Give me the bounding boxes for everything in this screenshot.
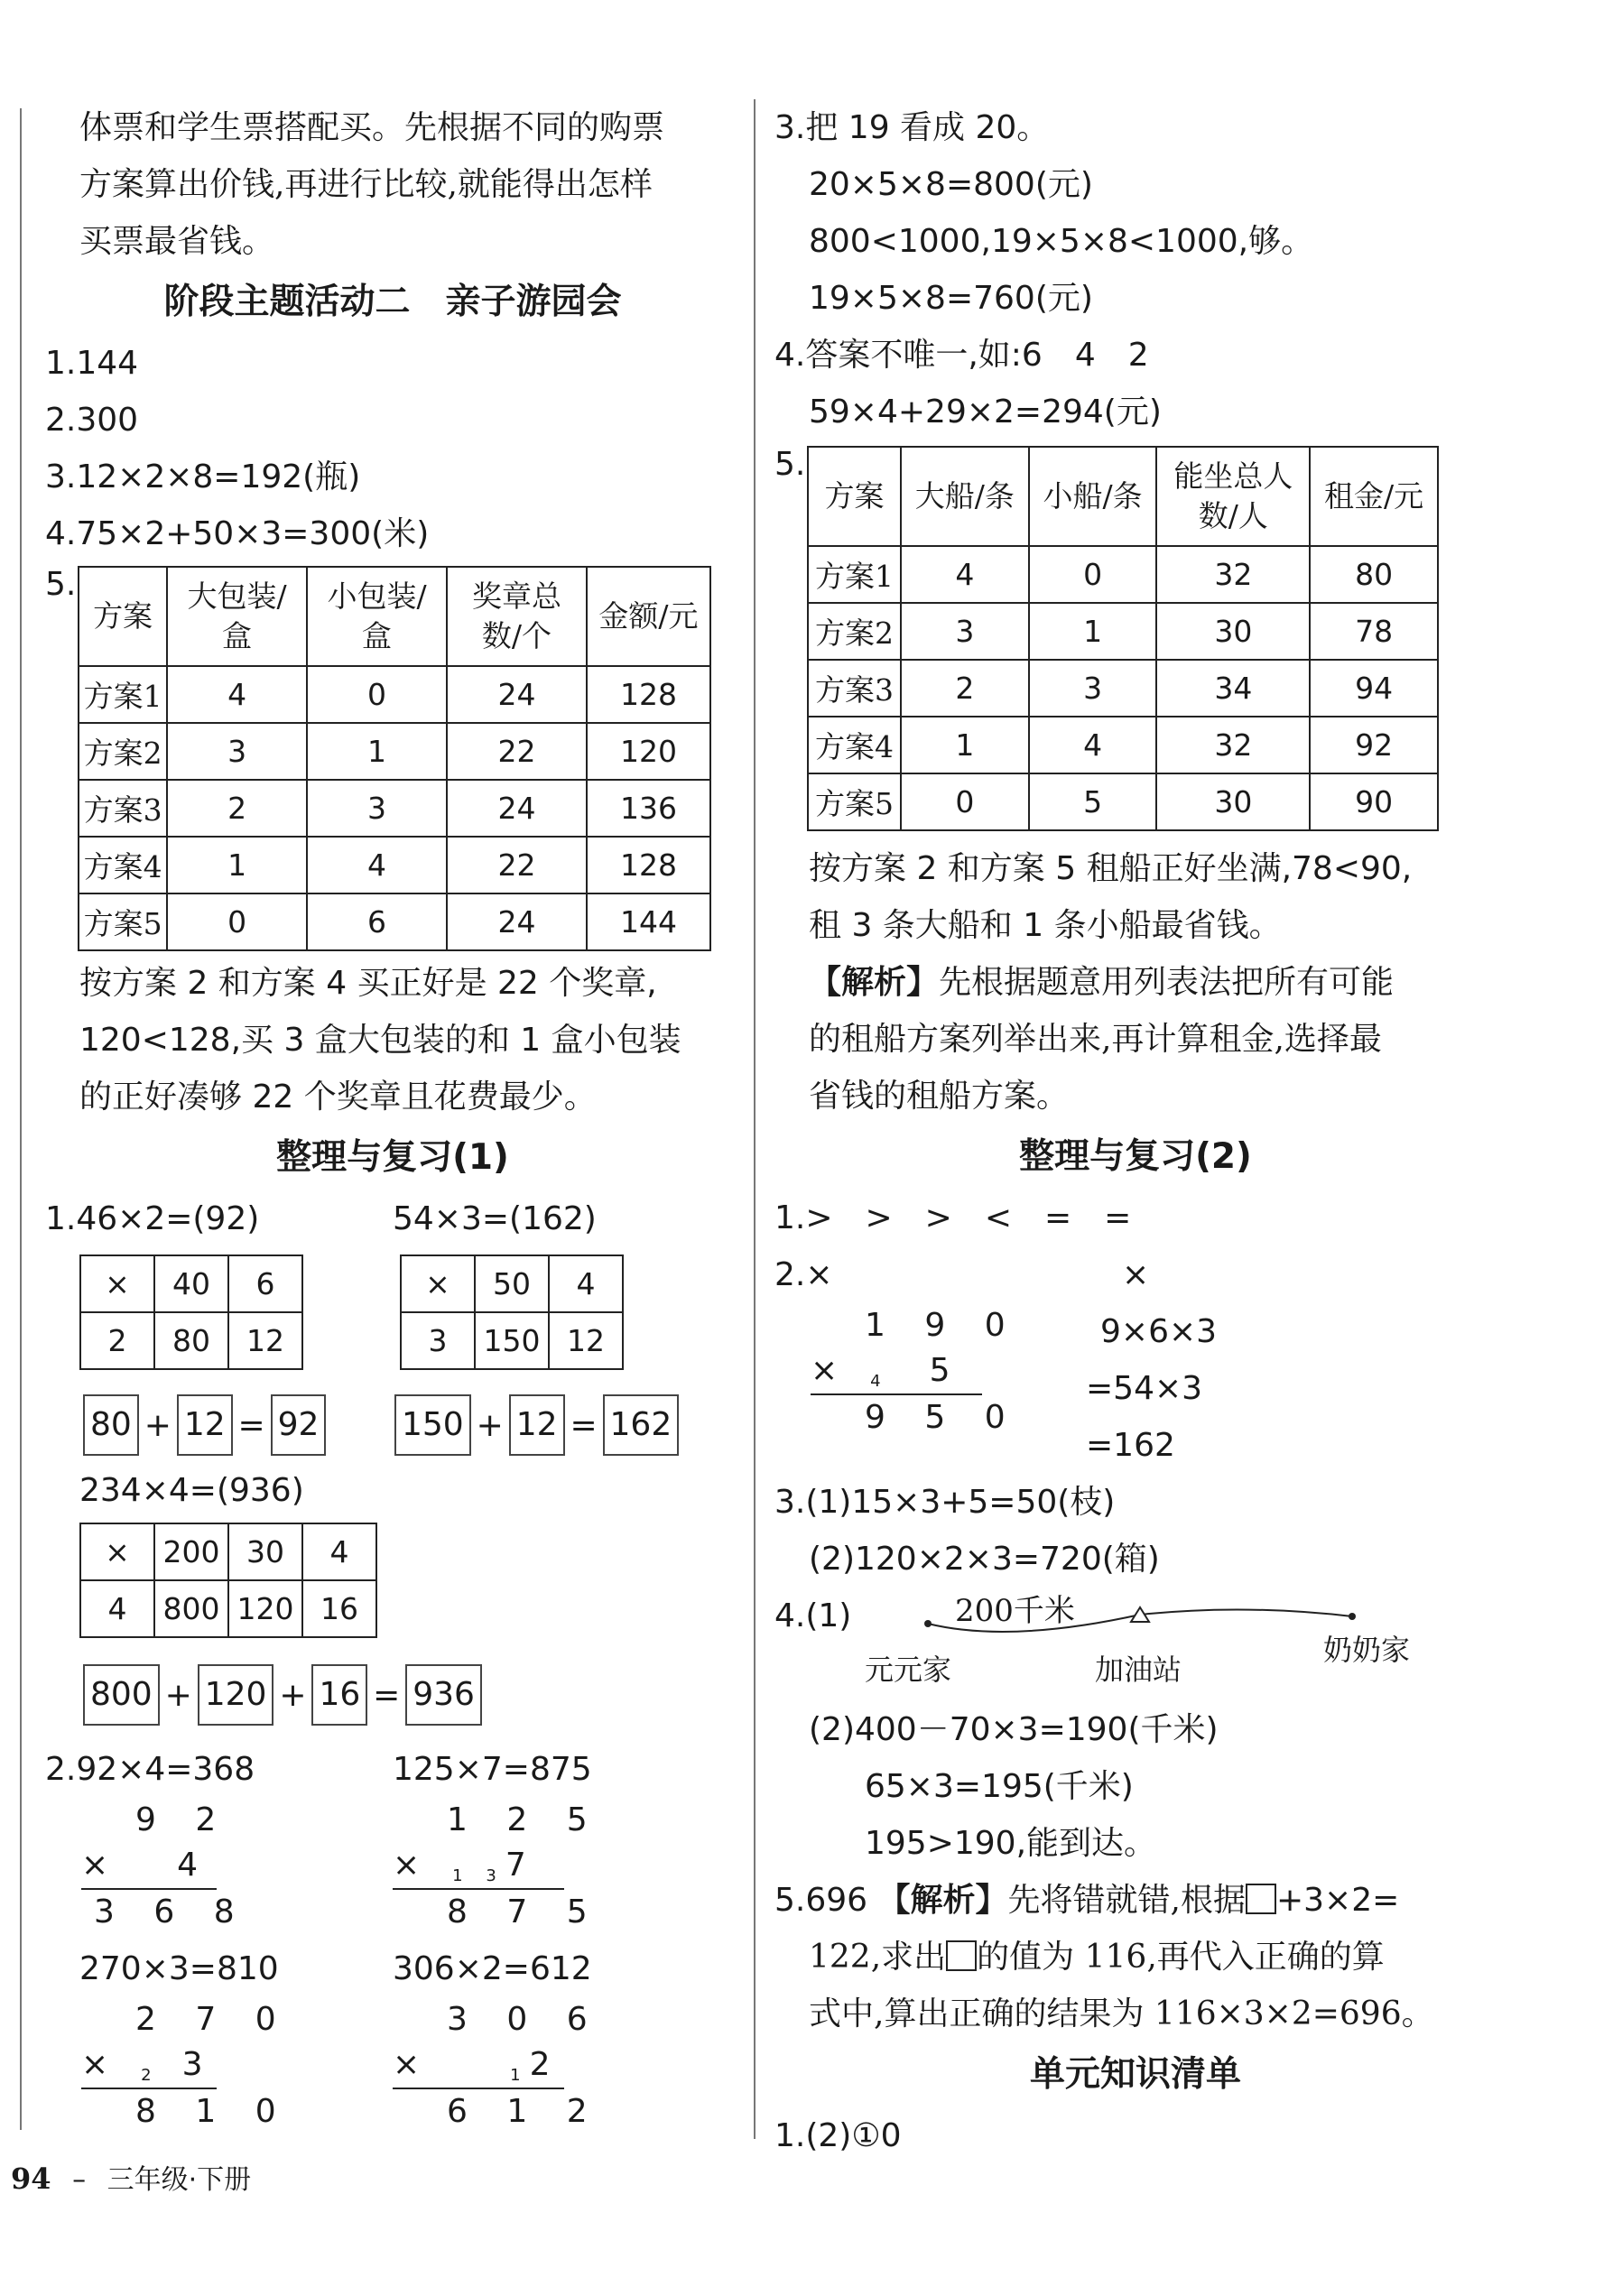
station-label: 加油站 [1095,1653,1182,1687]
grade-label: 三年级·下册 [107,2164,252,2196]
table-header: 大包装/盒 [167,567,307,666]
section-title-knowledge: 单元知识清单 [1029,2054,1241,2095]
table-row: 方案5 0 6 24 144 [79,893,710,950]
table-row: 方案1 4 0 32 80 [808,546,1438,603]
page-number: 94 [11,2162,51,2196]
step-calculation: 9×6×3 =54×3 =162 [1086,1313,1218,1464]
multiplication-grid: × 50 4 3 150 12 [400,1254,624,1370]
r5-line2: 122,求出 的值为 116,再代入正确的算 [809,1939,1385,1976]
answer-line: 19×5×8=760(元) [809,280,1093,317]
section-title-review-2: 整理与复习(2) [1019,1136,1252,1177]
q2-header: 2.92×4=368 125×7=875 [45,1751,592,1788]
table-header: 小包装/盒 [307,567,447,666]
answer-line: 800<1000,19×5×8<1000,够。 [809,223,1314,260]
table-row: 方案2 3 1 22 120 [79,723,710,780]
vertical-mults-row1 [45,1798,740,1935]
center-column-divider [754,99,756,2139]
answer-line: 20×5×8=800(元) [809,166,1093,203]
q5-conclusion: 按方案 2 和方案 4 买正好是 22 个奖章, 120<128,买 3 盒大包装的和 1 盒小包装 的正好凑够 22 个奖章且花费最少。 [79,965,681,1116]
table-row: 方案3 2 3 34 94 [808,660,1438,717]
answer-line: 4.75×2+50×3=300(米) [45,515,430,552]
left-column-divider [20,108,22,2130]
vertical-multiplication: 9 2 × 4 3 6 8 [81,1801,249,1930]
q5-block [45,566,740,951]
vertical-mults-row2 [45,1997,740,2134]
q2-header-2: 270×3=810 306×2=612 [79,1950,592,1987]
table-row: 方案1 4 0 24 128 [79,666,710,723]
answer-line: 3.(1)15×3+5=50(枝) [774,1484,1116,1521]
multiplication-grid: × 40 6 2 80 12 [79,1254,303,1370]
distance-label: 200千米 [955,1593,1075,1629]
question-number: 5. [45,566,77,603]
q1-header: 1.46×2=(92) 54×3=(162) [45,1200,597,1237]
vertical-multiplication: 1 9 0 × 4 5 9 5 0 [811,1307,1020,1436]
table-row: 方案5 0 5 30 90 [808,773,1438,830]
answer-line: 1.144 [45,345,139,382]
answer-line: 1.(2)①0 [774,2117,902,2154]
table-row: 方案4 1 4 22 128 [79,837,710,893]
right-column [774,99,1497,2164]
answer-line: (2)400－70×3=190(千米) [809,1711,1219,1748]
table-row: 方案3 2 3 24 136 [79,780,710,837]
table-header: 方案 [79,567,167,666]
r5-conclusion: 按方案 2 和方案 5 租船正好坐满,78<90, 租 3 条大船和 1 条小船最省钱。 【解析】先根据题意用列表法把所有可能 的租船方案列举出来,再计算租金,选择最 省钱的租船方案。 [809,850,1413,1115]
box-sum: 80 + 12 = 92 [83,1388,394,1462]
table-header: 奖章总数/个 [447,567,587,666]
r2-header: 2.× × [774,1256,1150,1293]
route-diagram: 4.(1) 200千米 元元家 加油站 奶奶家 [774,1588,1497,1701]
table-row: 方案4 1 4 32 92 [808,717,1438,773]
multiplication-grid: × 200 30 4 4 800 120 16 [79,1523,377,1638]
answer-line: 65×3=195(千米) [865,1768,1134,1805]
box-sum: 800 + 120 + 16 = 936 [83,1658,740,1732]
r5-line3: 式中,算出正确的结果为 116×3×2=696。 [809,1995,1434,2032]
vertical-multiplication: 2 7 0 × 2 3 8 1 0 [81,2001,291,2130]
q1-grids [45,1254,740,1370]
answer-line: 3.把 19 看成 20。 [774,109,1050,146]
table-header: 金额/元 [587,567,710,666]
r5-line1: 5.696 【解析】先将错就错,根据 +3×2= [774,1882,1400,1919]
answer-line: 195>190,能到达。 [865,1825,1157,1862]
r2-work [774,1303,1497,1474]
answer-line: (2)120×2×3=720(箱) [809,1541,1160,1578]
answer-line: 2.300 [45,402,139,439]
scheme-table-boats: 方案 大船/条 小船/条 能坐总人数/人 租金/元 方案1 4 0 32 80 方案2 3 1 30 78 方案3 2 3 34 94 方案4 1 4 32 92 方案5 0 5 30 90 [807,446,1439,831]
box-sum: 150 + 12 = 162 [394,1388,679,1462]
intro-paragraph: 体票和学生票搭配买。先根据不同的购票 方案算出价钱,再进行比较,就能得出怎样 买票最省钱。 [79,109,665,260]
vertical-multiplication: 3 0 6 × 12 6 1 2 [393,2001,602,2130]
answer-line: 3.12×2×8=192(瓶) [45,458,361,495]
table-row: 方案2 3 1 30 78 [808,603,1438,660]
q1c-header: 234×4=(936) [79,1472,304,1509]
blank-square [1246,1884,1276,1914]
jiexi-label: 【解析】 [809,963,940,1001]
answer-line: 1.> > > < = = [774,1199,1132,1236]
left-column [45,99,740,2134]
answer-line: 4.答案不唯一,如:6 4 2 [774,337,1149,374]
answer-line: 59×4+29×2=294(元) [809,393,1162,430]
r5-block [774,446,1497,831]
vertical-multiplication: 1 2 5 × 1 37 8 7 5 [393,1801,602,1930]
q1-sums [45,1388,740,1462]
blank-square [946,1940,977,1971]
home-label: 元元家 [865,1653,952,1687]
question-number: 5. [774,446,806,483]
section-title-activity: 阶段主题活动二 亲子游园会 [163,282,622,322]
page-footer: 94 – 三年级·下册 [11,2162,252,2196]
scheme-table-packages [78,566,711,951]
grandma-label: 奶奶家 [1323,1633,1411,1667]
section-title-review-1: 整理与复习(1) [276,1137,509,1178]
